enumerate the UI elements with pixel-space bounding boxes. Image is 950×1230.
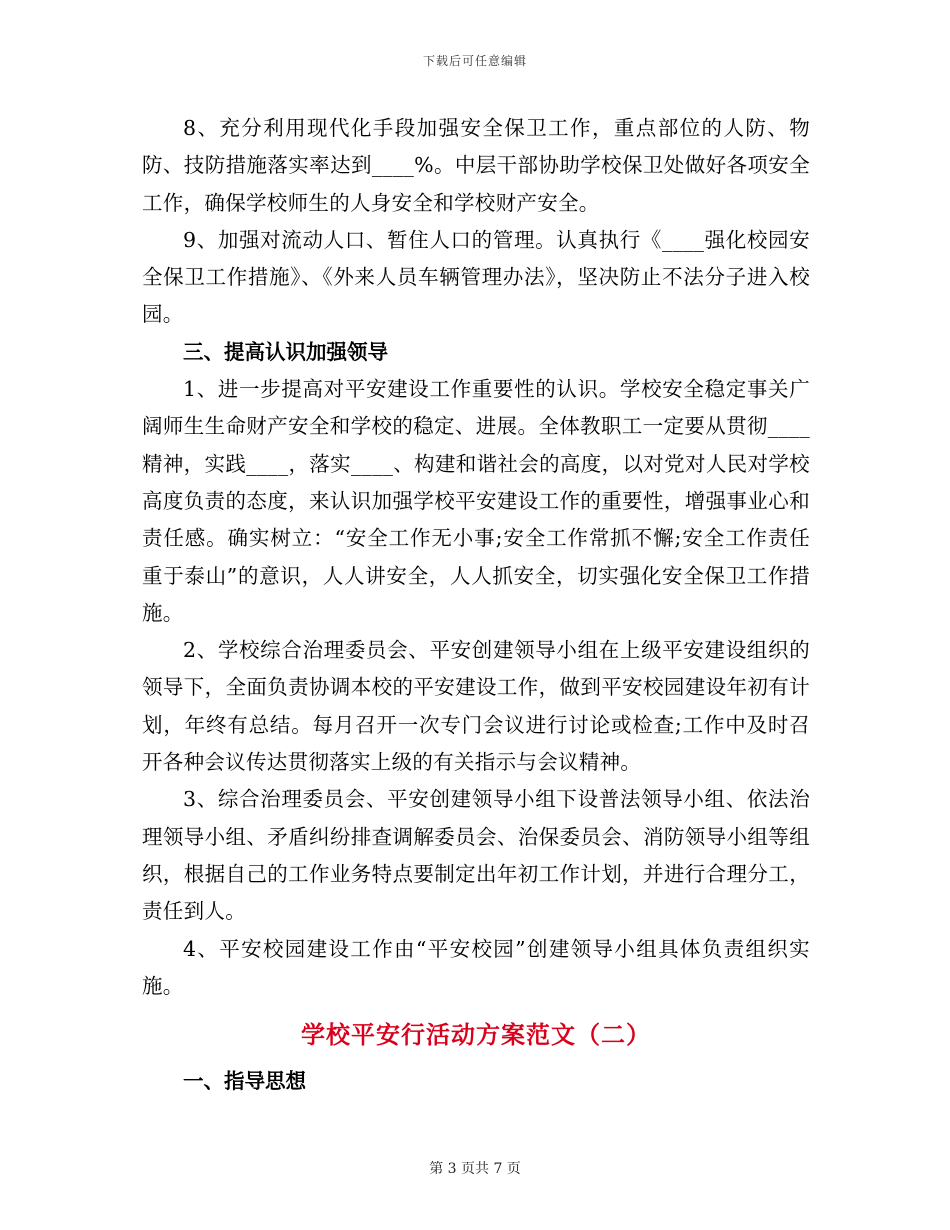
document-body	[142, 110, 810, 1100]
paragraph-s3-item-4: 4、平安校园建设工作由“平安校园”创建领导小组具体负责组织实施。	[142, 936, 810, 998]
page-footer: 第 3 页共 7 页	[429, 1161, 521, 1177]
paragraph-s3-item-3: 3、综合治理委员会、平安创建领导小组下设普法领导小组、依法治理领导小组、矛盾纠纷排查调解委员会、治保委员会、消防领导小组等组织，根据自己的工作业务特点要制定出年初工作计划，并进行合理分工，责任到人。	[142, 787, 810, 924]
paragraph-item-9: 9、加强对流动人口、暂住人口的管理。认真执行《____强化校园安全保卫工作措施》、《外来人员车辆管理办法》，坚决防止不法分子进入校园。	[142, 227, 810, 327]
section-heading-3: 三、提高认识加强领导	[183, 339, 388, 364]
paragraph-s3-item-2: 2、学校综合治理委员会、平安创建领导小组在上级平安建设组织的领导下，全面负责协调本校的平安建设工作，做到平安校园建设年初有计划，年终有总结。每月召开一次专门会议进行讨论或检查;工作中及时召开各种会议传达贯彻落实上级的有关指示与会议精神。	[142, 638, 810, 775]
section-heading-guiding-ideology: 一、指导思想	[183, 1069, 306, 1094]
page-header: 下载后可任意编辑	[422, 54, 527, 68]
paragraph-s3-item-1: 1、进一步提高对平安建设工作重要性的认识。学校安全稳定事关广阔师生生命财产安全和学校的稳定、进展。全体教职工一定要从贯彻____精神，实践____，落实____、构建和谐社会的高度，以对党对人民对学校高度负责的态度，来认识加强学校平安建设工作的重要性，增强事业心和责任感。确实树立：“安全工作无小事;安全工作常抓不懈;安全工作责任重于泰山”的意识，人人讲安全，人人抓安全，切实强化安全保卫工作措施。	[142, 377, 810, 625]
document-title: 学校平安行活动方案范文（二）	[301, 1021, 651, 1050]
paragraph-item-8: 8、充分利用现代化手段加强安全保卫工作，重点部位的人防、物防、技防措施落实率达到____%。中层干部协助学校保卫处做好各项安全工作，确保学校师生的人身安全和学校财产安全。	[142, 116, 810, 215]
